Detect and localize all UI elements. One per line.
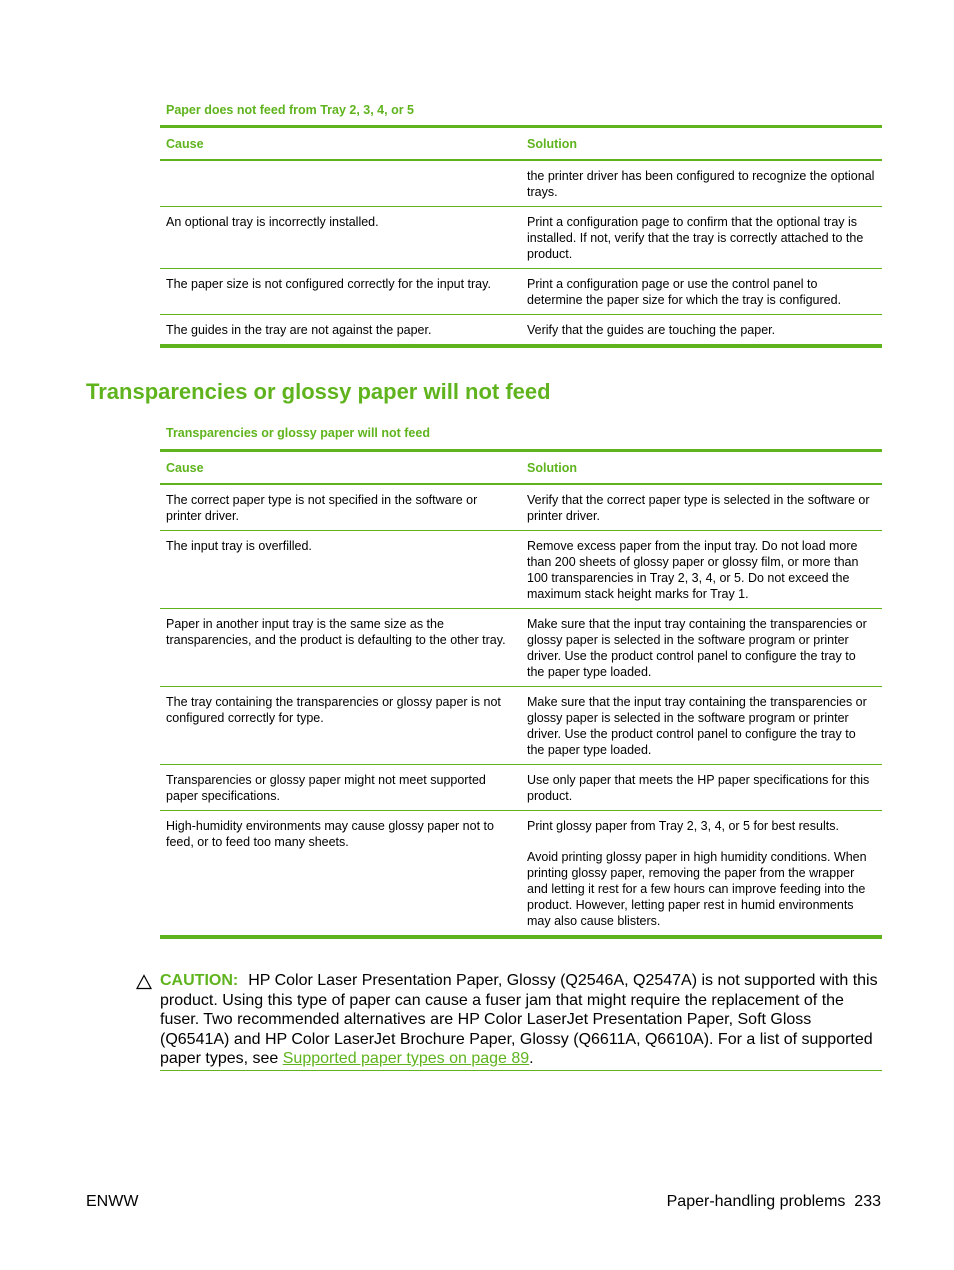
table-row [160, 315, 882, 347]
table-row [160, 207, 882, 269]
solution-cell [521, 811, 882, 938]
table-row [160, 811, 882, 938]
cause-header: Cause [166, 461, 204, 475]
table-header-row [160, 451, 882, 485]
cause-cell: High-humidity environments may cause glossy paper not to feed, or to feed too many sheets. [166, 819, 494, 849]
footer-right [667, 1193, 881, 1211]
table-row [160, 687, 882, 765]
table-row [160, 609, 882, 687]
solution-cell: Use only paper that meets the HP paper specifications for this product. [527, 773, 870, 803]
cause-cell: The guides in the tray are not against the paper. [166, 323, 432, 337]
table-caption: Transparencies or glossy paper will not feed [166, 426, 430, 440]
cause-cell: Transparencies or glossy paper might not meet supported paper specifications. [166, 773, 486, 803]
solution-cell: Make sure that the input tray containing the transparencies or glossy paper is selected in the software program or printer driver. Use the product control panel to configure the tray to the paper type loaded. [527, 617, 867, 679]
solution-paragraph: Avoid printing glossy paper in high humidity conditions. When printing glossy paper, removing the paper from the wrapper and letting it rest for a few hours can improve feeding into the product. However, letting paper rest in humid environments may also cause blisters. [527, 850, 867, 928]
footer-section: Paper-handling problems [666, 1193, 846, 1210]
caution-end: . [529, 1050, 534, 1067]
solution-cell: Remove excess paper from the input tray. Do not load more than 200 sheets of glossy paper or glossy film, or more than 100 transparencies in Tray 2, 3, 4, or 5. Do not exceed the maximum stack height marks for Tray 1. [527, 539, 859, 601]
table-caption: Paper does not feed from Tray 2, 3, 4, or 5 [166, 103, 414, 117]
solution-header: Solution [527, 137, 577, 151]
cause-cell: The paper size is not configured correctly for the input tray. [166, 277, 491, 291]
cause-cell: The input tray is overfilled. [166, 539, 312, 553]
cause-cell: An optional tray is incorrectly installed. [166, 215, 379, 229]
table-row [160, 531, 882, 609]
solution-cell: Make sure that the input tray containing the transparencies or glossy paper is selected in the software program or printer driver. Use the product control panel to configure the tray to the paper type loaded. [527, 695, 867, 757]
cause-cell: Paper in another input tray is the same size as the transparencies, and the product is defaulting to the other tray. [166, 617, 506, 647]
solution-header: Solution [527, 461, 577, 475]
glossy-feed-table [160, 449, 882, 939]
table-row [160, 269, 882, 315]
section-heading: Transparencies or glossy paper will not feed [86, 379, 551, 404]
cause-cell: The correct paper type is not specified in the software or printer driver. [166, 493, 478, 523]
caution-note [160, 971, 882, 1071]
cause-cell: The tray containing the transparencies or glossy paper is not configured correctly for type. [166, 695, 501, 725]
cause-cell [160, 160, 521, 207]
footer-left: ENWW [86, 1193, 139, 1210]
supported-paper-types-link[interactable]: Supported paper types on page 89 [282, 1050, 530, 1067]
solution-paragraph: Print glossy paper from Tray 2, 3, 4, or 5 for best results. [527, 819, 839, 833]
solution-cell: Print a configuration page or use the control panel to determine the paper size for which the tray is configured. [527, 277, 842, 307]
page-number: 233 [854, 1193, 881, 1210]
table-row [160, 765, 882, 811]
caution-triangle-icon [136, 974, 152, 990]
solution-cell: Verify that the guides are touching the paper. [527, 323, 776, 337]
table-row [160, 484, 882, 531]
tray-feed-table [160, 125, 882, 348]
table-header-row [160, 127, 882, 161]
solution-cell: Verify that the correct paper type is selected in the software or printer driver. [527, 493, 870, 523]
solution-cell: the printer driver has been configured to recognize the optional trays. [527, 169, 875, 199]
caution-text: HP Color Laser Presentation Paper, Glossy (Q2546A, Q2547A) is not supported with this product. Using this type of paper can cause a fuser jam that might require the replacement of the fuser. Two recommended alternatives are HP Color LaserJet Presentation Paper, Soft Gloss (Q6541A) and HP Color LaserJet Brochure Paper, Glossy (Q6611A, Q6610A). For a list of supported paper types, see [160, 972, 878, 1067]
cause-header: Cause [166, 137, 204, 151]
table-row [160, 160, 882, 207]
caution-label: CAUTION: [160, 972, 239, 989]
solution-cell: Print a configuration page to confirm that the optional tray is installed. If not, verify that the tray is correctly attached to the product. [527, 215, 864, 261]
